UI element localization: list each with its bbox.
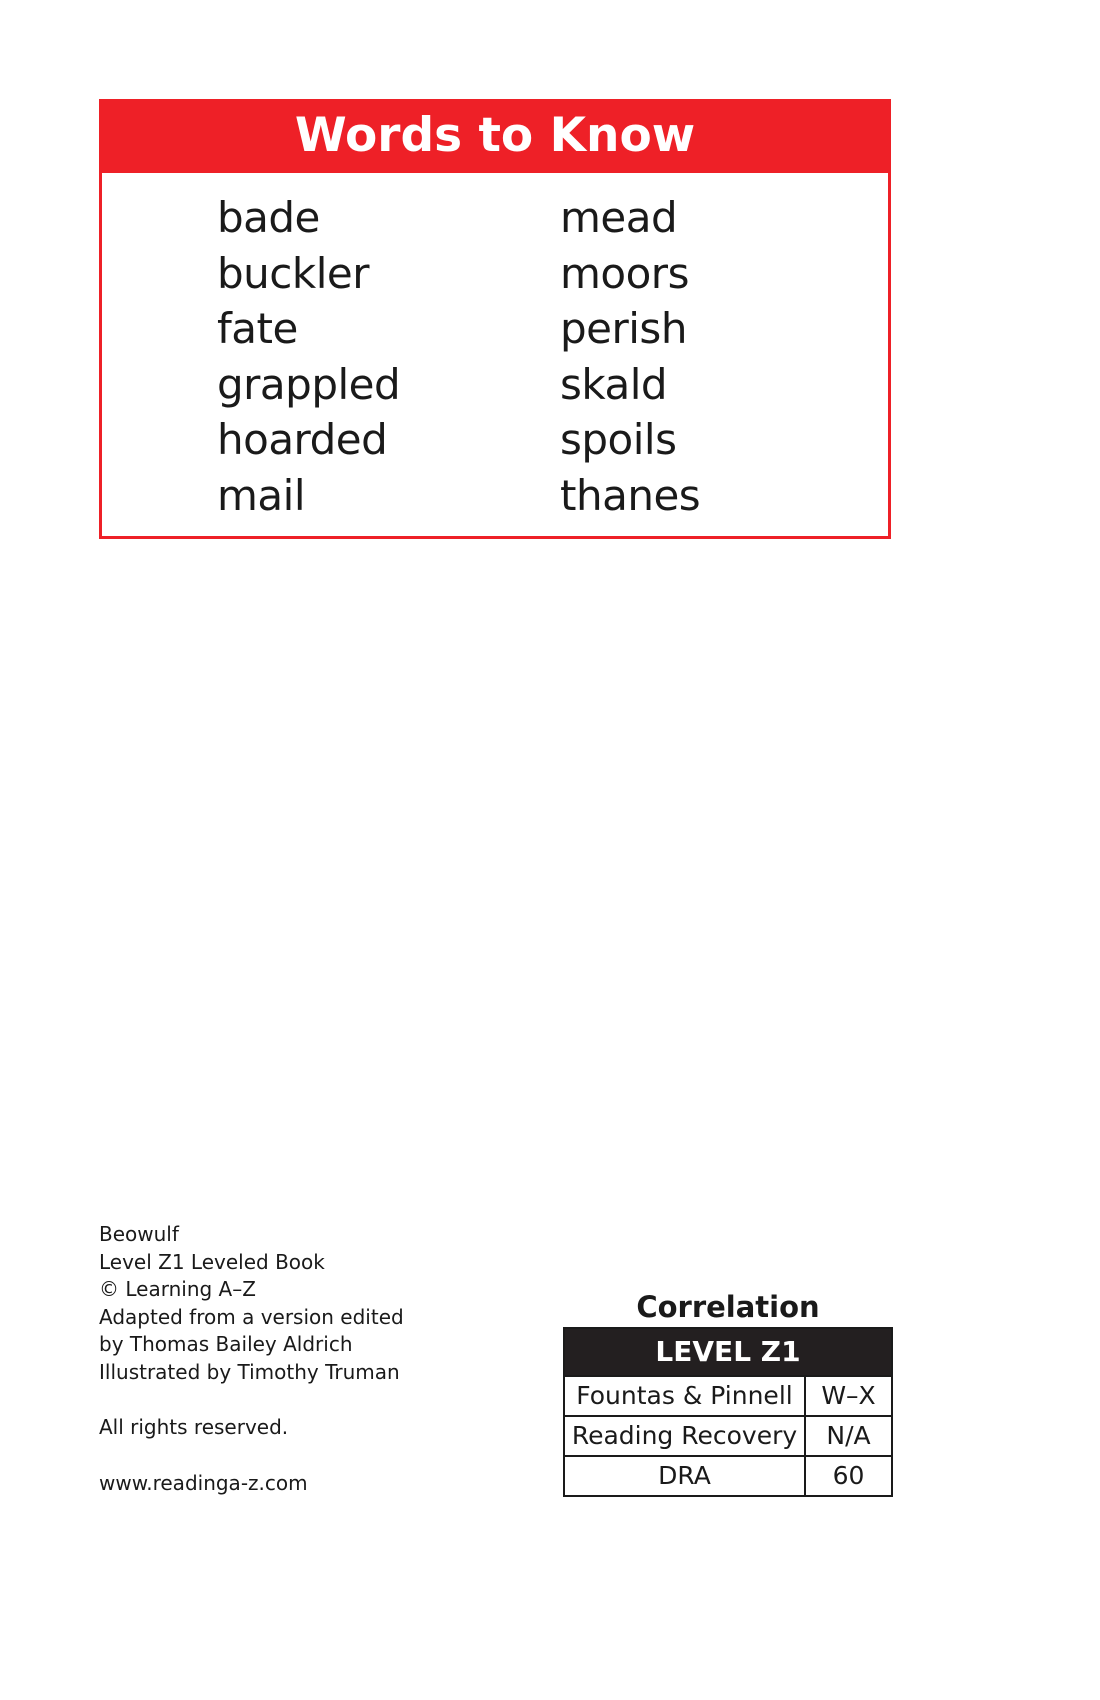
vocab-word: mead [560,193,678,242]
correlation-row [565,1375,891,1415]
system-value: N/A [826,1421,871,1450]
vocab-word: fate [217,304,298,353]
vocab-word: buckler [217,248,369,298]
vocab-word: bade [217,193,320,242]
words-to-know-box [99,99,891,539]
vocab-word: skald [560,359,668,409]
vocab-word: hoarded [217,415,388,464]
system-name: Reading Recovery [565,1417,806,1455]
words-to-know-title: Words to Know [99,99,891,173]
credit-line: Illustrated by Timothy Truman [99,1359,400,1384]
system-name: Fountas & Pinnell [565,1377,806,1415]
vocab-word: perish [560,304,687,353]
words-left-column [217,190,400,523]
rights-notice: All rights reserved. [99,1415,289,1439]
credit-line: Adapted from a version edited [99,1304,404,1329]
level-label: LEVEL Z1 [565,1329,891,1375]
website-url: www.readinga-z.com [99,1470,308,1495]
words-right-column [560,190,700,523]
credit-line: © Learning A–Z [99,1277,256,1301]
correlation-row [565,1455,891,1495]
system-name: DRA [565,1457,806,1495]
credit-line: by Thomas Bailey Aldrich [99,1332,353,1356]
vocab-word: thanes [560,470,701,520]
correlation-table [563,1327,893,1497]
system-value: 60 [832,1461,865,1490]
vocab-word: grappled [217,359,401,409]
book-credits [99,1221,404,1497]
vocab-word: spoils [560,415,677,464]
vocab-word: moors [560,248,689,298]
vocab-word: mail [217,470,305,520]
system-value: W–X [821,1381,876,1410]
credit-line: Beowulf [99,1222,179,1246]
credit-line: Level Z1 Leveled Book [99,1249,325,1274]
correlation-title: Correlation [636,1290,820,1324]
correlation-row [565,1415,891,1455]
